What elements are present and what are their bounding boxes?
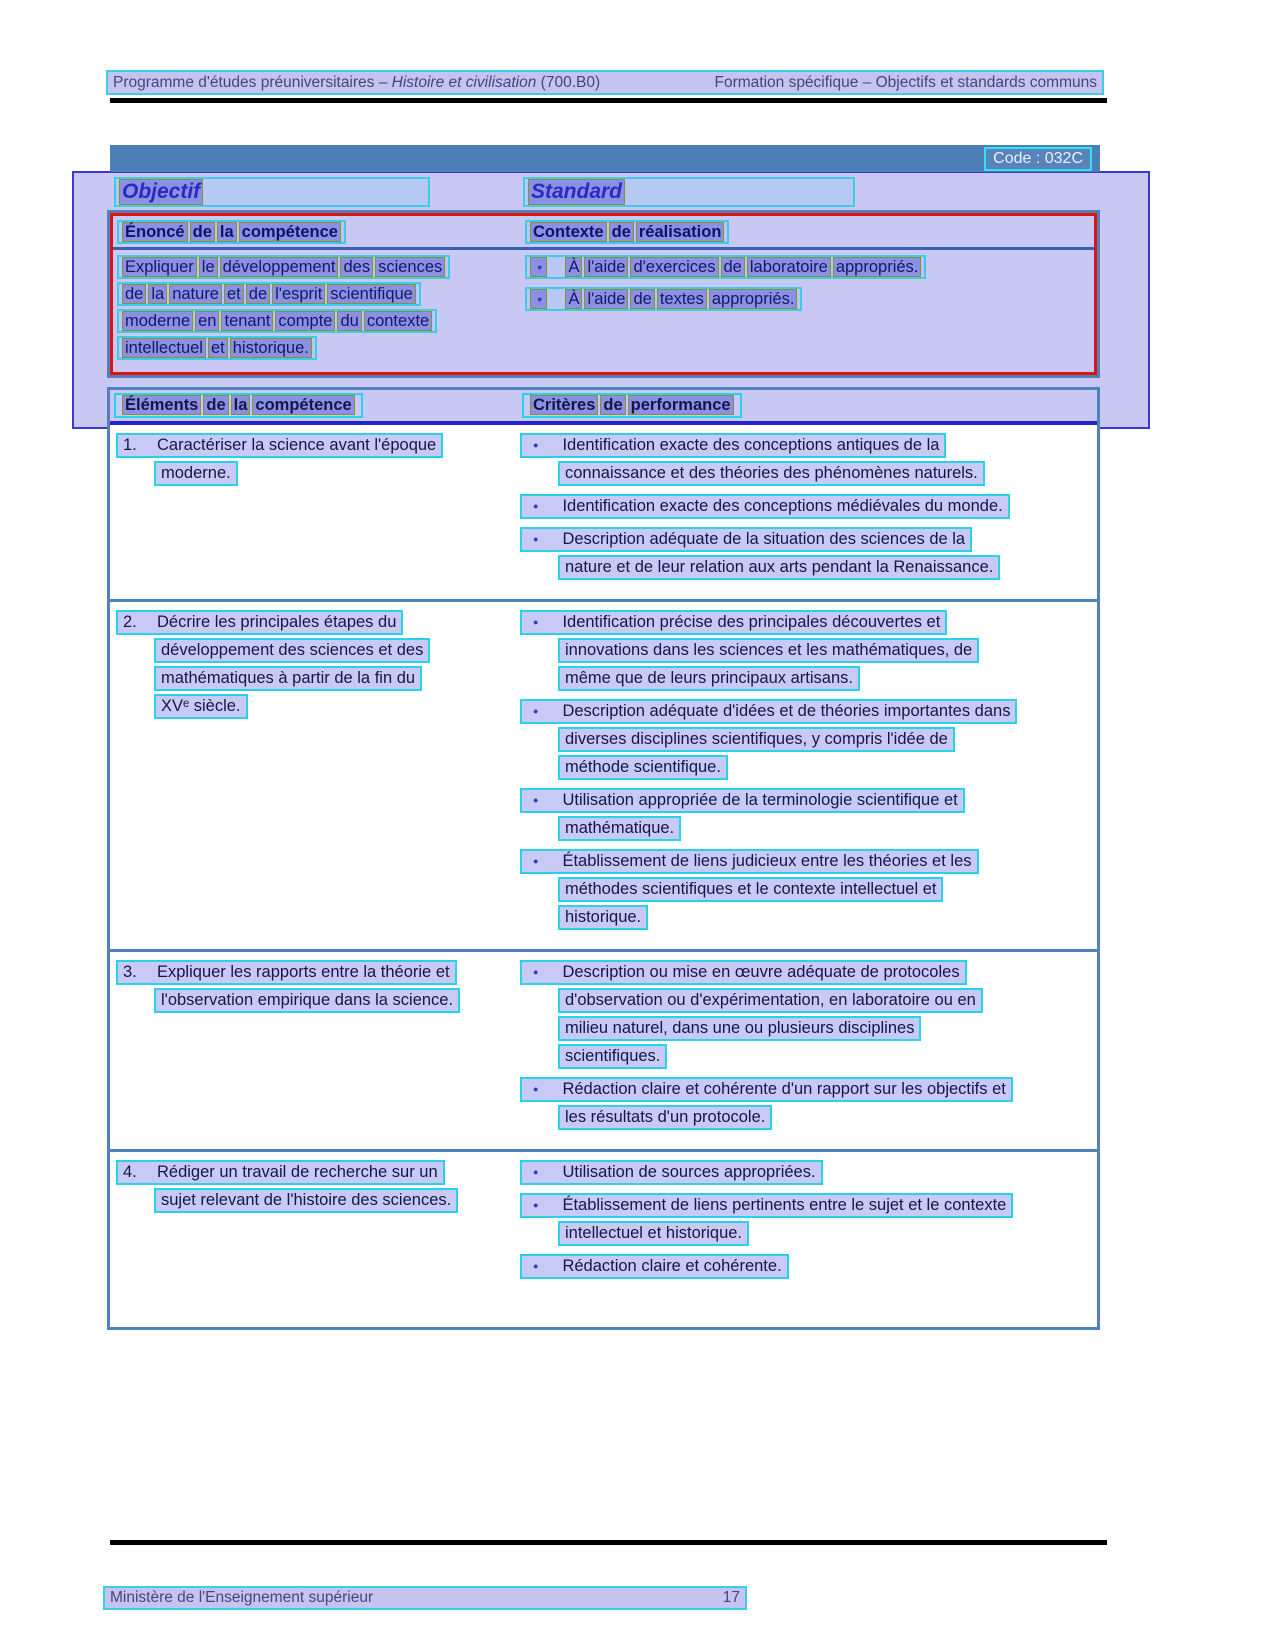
highlight-line [117,309,437,333]
highlight-line: l'observation empirique dans la science. [154,988,460,1013]
word-highlight: l'aide [584,289,628,309]
word-highlight: compte [275,311,335,331]
enonce-header [117,220,346,247]
word-highlight: de [203,395,228,415]
bullet-icon: ● [533,1084,539,1094]
highlight-line [117,282,421,306]
highlight-line: mathématiques à partir de la fin du [154,666,422,691]
objectif-heading [114,177,430,210]
highlight-line: ● Description adéquate d'idées et de théories importantes dans [520,699,1017,724]
word-highlight: laboratoire [747,257,831,277]
bullet-icon: ● [533,440,539,450]
criteria-cell [520,960,1097,1138]
highlight-line: diverses disciplines scientifiques, y compris l'idée de [558,727,955,752]
word-highlight: textes [657,289,707,309]
running-header-right: Formation spécifique – Objectifs et standards communs [714,73,1097,91]
code-badge: Code : 032C [984,147,1092,171]
code-banner [110,145,1100,172]
highlight-line: développement des sciences et des [154,638,430,663]
highlight-line: ● Utilisation appropriée de la terminologie scientifique et [520,788,965,813]
enonce-body [113,255,1094,363]
item-number: 2. [123,613,137,631]
highlight-line: même que de leurs principaux artisans. [558,666,860,691]
item-number: 4. [123,1163,137,1181]
highlight-line: ● Établissement de liens judicieux entre les théories et les [520,849,979,874]
criteria-bullet [520,494,1097,519]
table-row [110,949,1097,1149]
criteria-bullet [520,1254,1097,1279]
element-cell [110,1160,520,1287]
word-highlight: de [721,257,745,277]
elements-table-body [110,425,1097,1327]
criteria-bullet [520,788,1097,841]
word-highlight: Éléments [122,395,201,415]
word-highlight: historique. [230,338,312,358]
word-highlight: Critères [530,395,598,415]
criteria-cell [520,433,1097,588]
bullet-icon: ● [533,1167,539,1177]
contexte-bullets [525,255,1094,363]
highlight-line: intellectuel et historique. [558,1221,749,1246]
highlight-line: méthodes scientifiques et le contexte intellectuel et [558,877,943,902]
page-number: 17 [722,1589,740,1606]
footer-text: Ministère de l'Enseignement supérieur [110,1589,374,1606]
word-highlight: performance [628,395,734,415]
bullet-icon: ● [533,795,539,805]
element-cell [110,960,520,1138]
word-highlight: scientifique [327,284,416,304]
word-highlight: du [337,311,361,331]
objectif-standard-row [0,172,1275,210]
word-highlight: et [224,284,244,304]
word-highlight: À [565,289,582,309]
highlight-line: historique. [558,905,648,930]
context-bullet [525,255,1094,279]
highlight-line [523,177,855,207]
word-highlight: de [600,395,625,415]
criteria-bullet [520,1077,1097,1130]
criteria-bullet [520,960,1097,1069]
table-row [110,1149,1097,1327]
spacer [0,378,1275,387]
word-highlight: l'aide [584,257,628,277]
highlight-line: méthode scientifique. [558,755,728,780]
word-highlight: Standard [528,179,625,205]
word-highlight: en [195,311,219,331]
highlight-line [114,393,363,418]
enonce-header-row [113,219,1094,250]
highlight-line: sujet relevant de l'histoire des sciences. [154,1188,458,1213]
word-highlight: À [565,257,582,277]
criteria-bullet [520,610,1097,691]
red-annotation-frame [110,213,1097,375]
bullet-icon [530,257,547,277]
highlight-line: innovations dans les sciences et les mathématiques, de [558,638,979,663]
highlight-line: ● Rédaction claire et cohérente. [520,1254,789,1279]
word-highlight: intellectuel [122,338,206,358]
elements-criteres-table [107,387,1100,1330]
word-highlight: de [246,284,270,304]
word-highlight: de [122,284,146,304]
elements-header-row [110,390,1097,425]
word-highlight: l'esprit [272,284,325,304]
running-footer [103,1586,747,1610]
competence-statement [117,255,525,363]
highlight-line [522,393,742,418]
highlight-line: ● Établissement de liens pertinents entre le sujet et le contexte [520,1193,1013,1218]
highlight-line: 3. Expliquer les rapports entre la théorie et [116,960,457,985]
context-bullet [525,287,1094,311]
enonce-table [107,210,1100,378]
item-number: 1. [123,436,137,454]
word-highlight: la [231,395,251,415]
bullet-icon: ● [533,534,539,544]
criteria-bullet [520,699,1097,780]
word-highlight: de [630,289,654,309]
highlight-line: 4. Rédiger un travail de recherche sur un [116,1160,445,1185]
word-highlight: compétence [239,222,341,242]
word-highlight: et [208,338,228,358]
highlight-line: ● Utilisation de sources appropriées. [520,1160,823,1185]
bullet-icon: ● [533,706,539,716]
highlight-line: ● Rédaction claire et cohérente d'un rapport sur les objectifs et [520,1077,1013,1102]
bullet-icon: ● [537,294,543,304]
word-highlight: le [199,257,218,277]
criteria-bullet [520,433,1097,486]
highlight-line: moderne. [154,461,238,486]
bullet-icon: ● [533,501,539,511]
bullet-icon: ● [537,262,543,272]
criteria-cell [520,1160,1097,1287]
word-highlight: nature [169,284,222,304]
word-highlight: compétence [252,395,354,415]
highlight-line [117,255,450,279]
bullet-icon: ● [533,1261,539,1271]
word-highlight: développement [220,257,339,277]
criteria-bullet [520,527,1097,580]
criteria-bullet [520,849,1097,930]
highlight-line [525,220,729,244]
word-highlight: d'exercices [630,257,718,277]
highlight-line: d'observation ou d'expérimentation, en laboratoire ou en [558,988,983,1013]
highlight-line: ● Description ou mise en œuvre adéquate de protocoles [520,960,967,985]
word-highlight: tenant [221,311,273,331]
word-highlight: Contexte [530,222,607,242]
bullet-icon: ● [533,617,539,627]
highlight-line: XVᵉ siècle. [154,694,248,719]
word-highlight: de [190,222,215,242]
element-cell [110,433,520,588]
criteres-header [522,393,742,421]
word-highlight: appropriés. [709,289,798,309]
highlight-line [117,220,346,244]
word-highlight: la [217,222,237,242]
highlight-line: ● Identification exacte des conceptions antiques de la [520,433,946,458]
word-highlight: Objectif [119,179,203,205]
highlight-line: milieu naturel, dans une ou plusieurs disciplines [558,1016,921,1041]
word-highlight: réalisation [636,222,725,242]
page-content [0,172,1275,1330]
table-row [110,599,1097,949]
bullet-icon [530,289,547,309]
highlight-line: 2. Décrire les principales étapes du [116,610,403,635]
highlight-line: nature et de leur relation aux arts pendant la Renaissance. [558,555,1000,580]
highlight-line: mathématique. [558,816,681,841]
running-header [106,70,1104,95]
highlight-line [525,255,926,279]
highlight-line: ● Identification précise des principales découvertes et [520,610,947,635]
element-cell [110,610,520,938]
running-header-left: Programme d'études préuniversitaires – Histoire et civilisation (700.B0) [113,73,601,91]
item-number: 3. [123,963,137,981]
highlight-line: connaissance et des théories des phénomènes naturels. [558,461,985,486]
highlight-line: ● Identification exacte des conceptions médiévales du monde. [520,494,1010,519]
table-row [110,425,1097,599]
bullet-icon: ● [533,967,539,977]
highlight-line [114,177,430,207]
word-highlight: la [148,284,167,304]
criteria-bullet [520,1160,1097,1185]
standard-heading [523,177,855,210]
highlight-line [525,287,802,311]
bullet-icon: ● [533,1200,539,1210]
criteria-cell [520,610,1097,938]
word-highlight: contexte [364,311,432,331]
header-rule [110,98,1107,103]
word-highlight: Énoncé [122,222,188,242]
highlight-line: ● Description adéquate de la situation des sciences de la [520,527,972,552]
bullet-icon: ● [533,856,539,866]
criteria-bullet [520,1193,1097,1246]
highlight-line: 1. Caractériser la science avant l'époque [116,433,443,458]
word-highlight: appropriés. [833,257,922,277]
word-highlight: moderne [122,311,193,331]
highlight-line: les résultats d'un protocole. [558,1105,772,1130]
word-highlight: Expliquer [122,257,197,277]
highlight-line: scientifiques. [558,1044,667,1069]
word-highlight: sciences [375,257,445,277]
word-highlight: de [609,222,634,242]
footer-rule [110,1540,1107,1545]
highlight-line [117,336,317,360]
contexte-header [525,220,729,247]
elements-header [114,393,363,421]
word-highlight: des [340,257,373,277]
